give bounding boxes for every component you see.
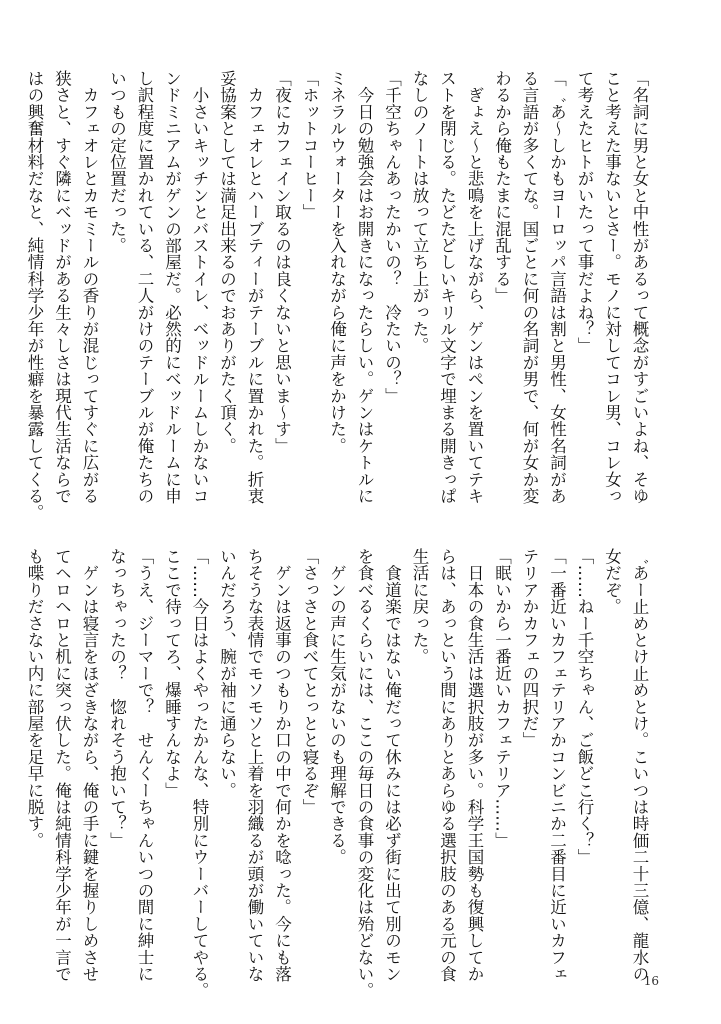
text-line: いんだろう、腕が袖に通らない。 — [217, 548, 237, 799]
text-line: 妥協案としては満足出来るのでおありがたく頂く。 — [217, 70, 237, 455]
text-line: ゛あー止めとけ止めとけ。こいつは時価二十三億、龍水の — [630, 548, 649, 983]
text-line: ゲンは返事のつもりか口の中で何かを唸った。今にも落 — [272, 548, 292, 983]
text-line: し訳程度に置かれている、二人がけのテーブルが俺たちの — [135, 70, 154, 505]
text-line: ンドミニアムがゲンの部屋だ。必然的にベッドルームに申 — [162, 70, 182, 505]
text-line: 「うえ、ジーマーで？ せんくーちゃんいつの間に紳士に — [135, 548, 154, 983]
text-line: 「夜にカフェイン取るのは良くないと思いま〜す」 — [272, 70, 292, 455]
text-line: らは、あっという間にありとあらゆる選択肢のある元の食 — [437, 548, 457, 983]
text-line: 「千空ちゃんあったかいの？ 冷たいの？」 — [382, 70, 402, 404]
text-line: ゲンの声に生気がないのも理解できる。 — [327, 548, 347, 866]
text-line: ミネラルウォーターを入れながら俺に声をかけた。 — [327, 70, 347, 455]
text-line: いつもの定位置だった。 — [107, 70, 127, 254]
text-line: なしのノートは放って立ち上がった。 — [410, 70, 429, 354]
text-line: テリアかカフェの四択だ」 — [520, 548, 539, 749]
text-line: 狭さと、すぐ隣にベッドがある生々しさは現代生活ならで — [52, 70, 72, 505]
text-line: 日本の食生活は選択肢が多い。科学王国勢も復興してか — [465, 548, 484, 983]
text-line: カフェオレとカモミールの香りが混じってすぐに広がる — [80, 70, 99, 505]
page-number: 16 — [643, 974, 659, 988]
text-line: 女だぞ。 — [602, 548, 622, 615]
text-line: 「一番近いカフェテリアかコンビニか二番目に近いカフェ — [547, 548, 567, 983]
text-line: ゲンは寝言をほざきながら、俺の手に鍵を握りしめさせ — [80, 548, 99, 983]
text-line: ここで待ってろ、爆睡すんなよ」 — [162, 548, 182, 799]
text-line: 生活に戻った。 — [410, 548, 429, 665]
text-line: も喋りださない内に部屋を足早に脱す。 — [25, 548, 44, 849]
text-line: こと考えた事ないとさー。モノに対してコレ男、コレ女っ — [602, 70, 622, 505]
text-line: て考えたヒトがいたって事だよね？」 — [575, 70, 594, 354]
text-line: 小さいキッチンとバストイレ、ベッドルームしかないコ — [190, 70, 209, 505]
text-line: ストを閉じる。たどたどしいキリル文字で埋まる開きっぱ — [437, 70, 457, 505]
text-line: 「゛あ〜しかもヨーロッパ言語は割と男性、女性名詞があ — [547, 70, 567, 505]
text-line: ちそうな表情でモソモソと上着を羽織るが頭が働いていな — [245, 548, 264, 983]
text-line: わるから俺もたまに混乱する」 — [492, 70, 512, 304]
text-line: 「……今日はよくやったかんな、特別にウーバーしてやる。 — [190, 548, 209, 999]
text-line: ぎょえ〜と悲鳴を上げながら、ゲンはペンを置いてテキ — [465, 70, 484, 505]
text-line: 「さっさと食べてとっとと寝るぞ」 — [300, 548, 319, 816]
text-line: はの興奮材料だなと、純情科学少年が性癖を暴露してくる。 — [25, 70, 44, 521]
text-line: 食道楽ではない俺だって休みには必ず街に出て別のモン — [382, 548, 402, 983]
text-block-top — [25, 70, 653, 521]
text-line: てヘロヘロと机に突っ伏した。俺は純情科学少年が一言で — [52, 548, 72, 983]
text-line: 「眠いから一番近いカフェテリア……」 — [492, 548, 512, 849]
text-line: 「……ねー千空ちゃん、ご飯どこ行く？」 — [575, 548, 594, 866]
text-line: を食べるくらいには、ここの毎日の食事の変化は殆どない。 — [355, 548, 374, 999]
text-line: 「ホットコーヒー」 — [300, 70, 319, 221]
text-line: カフェオレとハーブティーがテーブルに置かれた。折衷 — [245, 70, 264, 505]
text-line: 今日の勉強会はお開きになったらしい。ゲンはケトルに — [355, 70, 374, 505]
text-line: る言語が多くてな。国ごとに何の名詞が男で、何が女か変 — [520, 70, 539, 505]
text-line: なっちゃったの？ 惚れそう抱いて？」 — [107, 548, 127, 849]
text-line: 「名詞に男と女と中性があるって概念がすごいよね、そゆ — [630, 70, 649, 505]
